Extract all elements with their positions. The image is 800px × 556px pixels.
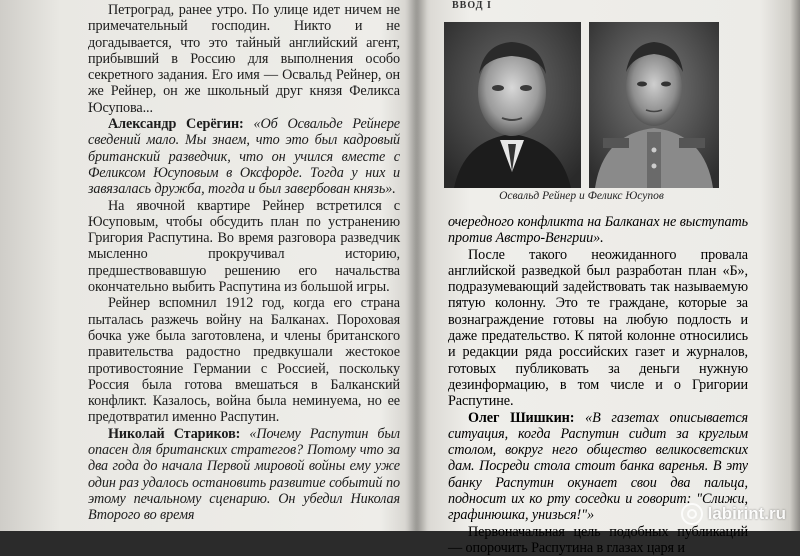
paragraph-5 [88,426,400,524]
paragraph-9: Первоначальная цель подобных публикаций — опорочить Распутина в глазах царя и [448,523,748,556]
paragraph-7: После такого неожиданного провала английской разведкой был разработан план «Б», подразумевающий задействовать так называемую пятую колонну. Это те граждане, которые за вознаграждение готовы на любую подлость и даже предательство. К пятой колонне относились и редакции ряда российских газет и журналов, готовых публиковать за деньги нужную дезинформацию, в том числе и о Григории Распутине. [448,246,748,410]
left-page [88,2,400,524]
paragraph-1: Петроград, ранее утро. По улице идет ничем не примечательный господин. Никто и не догадывается, что это тайный английский агент, прибывший в Россию для выполнения особо секретного задания. Его имя — Освальд Рейнер, он же Рейнер, он же школьный друг князя Феликса Юсупова... [88,2,400,116]
quote-continuation: очередного конфликта на Балканах не выступать против Австро-Венгрии». [448,214,748,247]
book-gutter [405,0,427,531]
paragraph-3: На явочной квартире Рейнер встретился с Юсуповым, чтобы обсудить план по устранению Григория Распутина. Во время разговора разведчик мысленно прокручивал историю, предшествовавшую решению его начальства окончательно выбить Распутина из большой игры. [88,197,400,296]
portrait-photo-yusupov [589,22,719,188]
quote-text: «Об Освальде Рейнере сведений мало. Мы знаем, что это был кадровый британский разведчик, что он учился вместе с Феликсом Юсуповым в Оксфорде. Тогда у них и завязалась дружба, тогда и был завербован князь». [88,116,401,198]
quote-text: «В газетах описывается ситуация, когда Распутин сидит за круглым столом, вокруг него общество великосветских дам. Посреди стола стоит банка варенья. В эту банку Распутин окунает свои два пальца, подносит их ко рту соседки и говорит: "Слижи, графинюшка, унизься!"» [448,409,749,524]
photo-caption: Освальд Рейнер и Феликс Юсупов [499,190,664,202]
running-header: ВВОД I [452,0,492,11]
paragraph-6 [448,214,748,247]
labirint-logo-icon [681,503,703,525]
paragraph-2 [88,116,400,197]
paragraph-4: Рейнер вспомнил 1912 год, когда его страна пыталась разжечь войну на Балканах. Пороховая бочка уже была заготовлена, и члены британского правительства радостно предвкушали жестокое противостояние Германии с Россией, поскольку Россия была готова вмешаться в Балканский конфликт. Казалось, война была неминуема, но ее предотвратил именно Распутин. [88,295,400,426]
photo-pair [444,22,719,188]
site-watermark [681,503,786,525]
watermark-text: labirint.ru [707,504,786,523]
speaker-name: Олег Шишкин: [468,409,575,426]
speaker-name: Александр Серёгин: [108,116,244,133]
quote-text: «Почему Распутин был опасен для британских стратегов? Потому что за два года до начала Первой мировой войны ему уже один раз удалось остановить развитие событий по этому печальному сценарию. Он убедил Николая Второго во время [88,425,400,524]
speaker-name: Николай Стариков: [108,425,241,442]
portrait-photo-reiner [444,22,581,188]
